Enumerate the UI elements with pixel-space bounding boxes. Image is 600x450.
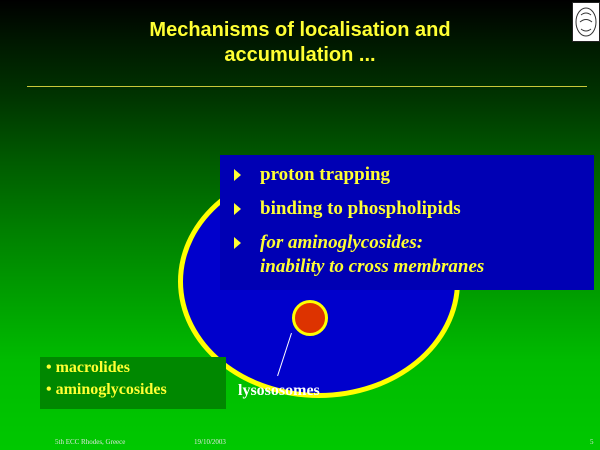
mechanism-box <box>220 155 594 290</box>
title-divider <box>27 86 587 87</box>
drug-list-box <box>40 357 226 409</box>
lysosome-label: lysososomes <box>238 382 320 399</box>
university-seal-logo <box>572 2 600 42</box>
bullet-text: proton trapping <box>260 164 391 185</box>
bullet-text-continued: inability to cross membranes <box>260 256 485 277</box>
title-line-1: Mechanisms of localisation and <box>149 19 451 41</box>
bullet-arrow-icon <box>234 169 241 181</box>
bullet-arrow-icon <box>234 237 241 249</box>
drug-item-aminoglycosides: • aminoglycosides <box>46 381 167 398</box>
footer-date: 19/10/2003 <box>194 438 226 446</box>
bullet-text: binding to phospholipids <box>260 198 461 219</box>
footer-conference: 5th ECC Rhodes, Greece <box>55 438 126 446</box>
bullet-text: for aminoglycosides: <box>260 232 424 253</box>
lysosome-circle <box>292 300 328 336</box>
drug-item-macrolides: • macrolides <box>46 359 130 376</box>
footer-page-number: 5 <box>590 438 594 446</box>
title-line-2: accumulation ... <box>224 44 376 66</box>
slide-title <box>0 18 600 68</box>
bullet-arrow-icon <box>234 203 241 215</box>
